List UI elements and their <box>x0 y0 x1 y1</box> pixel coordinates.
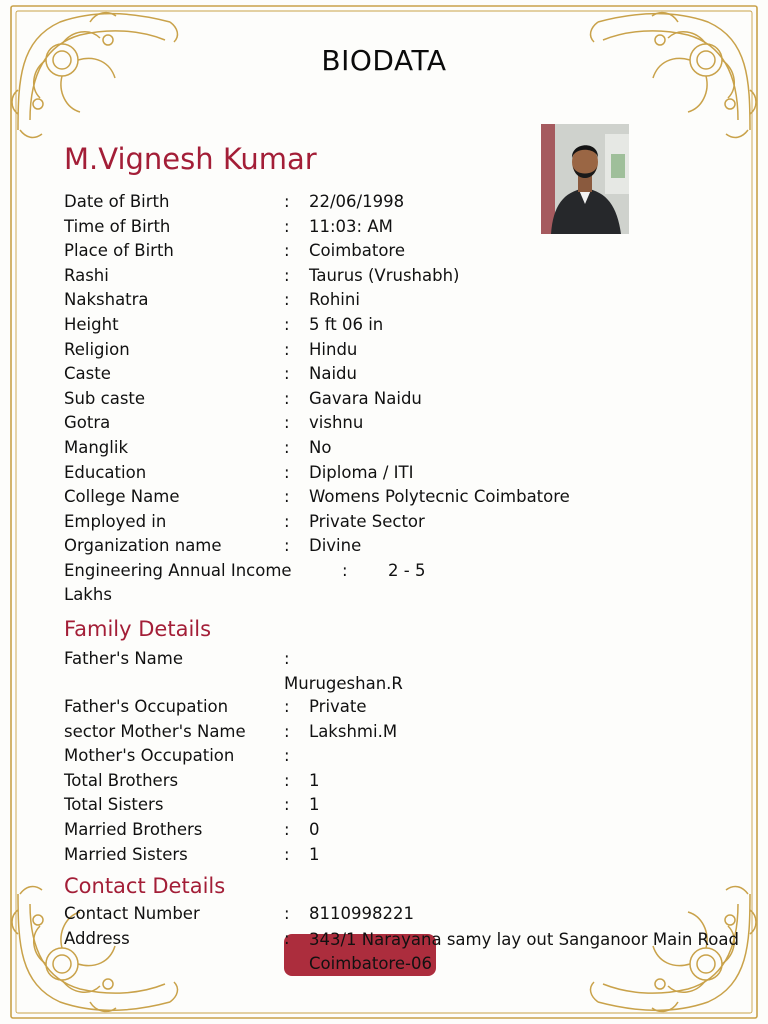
detail-value: Private Sector <box>309 511 425 531</box>
detail-value: Rohini <box>309 290 360 310</box>
detail-value: 1 <box>309 795 320 815</box>
detail-label: Manglik <box>64 438 129 457</box>
detail-separator: : <box>284 770 290 790</box>
detail-label: Height <box>64 315 119 334</box>
detail-value: 5 ft 06 in <box>309 315 384 334</box>
detail-value: Womens Polytecnic Coimbatore <box>309 487 570 507</box>
detail-value: Coimbatore <box>309 241 405 261</box>
detail-label: sector Mother's Name <box>64 721 246 741</box>
detail-label: Nakshatra <box>64 290 149 310</box>
detail-label: Father's Occupation <box>64 697 229 716</box>
detail-separator: : <box>284 721 290 741</box>
contact-number-separator: : <box>284 904 290 923</box>
profile-photo <box>541 124 629 234</box>
detail-value: Gavara Naidu <box>309 388 422 408</box>
contact-number-value: 8110998221 <box>309 904 414 923</box>
contact-number-label: Contact Number <box>64 904 200 923</box>
address-value: 343/1 Narayana samy lay out Sanganoor Main Road Coimbatore-06 <box>309 930 739 973</box>
detail-value: No <box>309 438 332 457</box>
detail-separator: : <box>284 746 290 766</box>
detail-label: Time of Birth <box>64 216 171 236</box>
contact-details-heading: Contact Details <box>64 874 226 898</box>
detail-value: Naidu <box>309 364 357 384</box>
income-value: 2 - 5 <box>388 561 426 580</box>
detail-separator: : <box>284 844 290 864</box>
detail-separator: : <box>284 192 290 211</box>
detail-label: Caste <box>64 364 111 384</box>
detail-value: 1 <box>309 844 320 864</box>
detail-value: 11:03: AM <box>309 216 393 236</box>
detail-label: Total Brothers <box>64 770 179 790</box>
detail-value: Private <box>309 697 367 716</box>
fathers-name-label: Father's Name <box>64 649 184 668</box>
detail-separator: : <box>284 339 290 359</box>
detail-value: Diploma / ITI <box>309 462 414 482</box>
detail-label: Place of Birth <box>64 241 174 261</box>
candidate-name: M.Vignesh Kumar <box>64 142 317 176</box>
detail-separator: : <box>284 364 290 384</box>
detail-label: Religion <box>64 339 130 359</box>
income-separator: : <box>342 561 348 580</box>
detail-separator: : <box>284 438 290 457</box>
detail-label: Date of Birth <box>64 192 170 211</box>
detail-label: Gotra <box>64 413 111 433</box>
detail-separator: : <box>284 511 290 531</box>
detail-separator: : <box>284 241 290 261</box>
detail-separator: : <box>284 795 290 815</box>
income-continuation: Lakhs <box>64 585 112 604</box>
detail-label: Sub caste <box>64 388 146 408</box>
detail-label: College Name <box>64 487 180 507</box>
detail-separator: : <box>284 216 290 236</box>
detail-label: Total Sisters <box>64 795 164 815</box>
income-label: Engineering Annual Income <box>64 561 292 580</box>
document-title: BIODATA <box>321 44 447 77</box>
detail-value: Divine <box>309 536 362 556</box>
address-label: Address <box>64 929 130 948</box>
detail-label: Married Brothers <box>64 820 203 839</box>
detail-label: Rashi <box>64 265 109 285</box>
detail-separator: : <box>284 536 290 556</box>
detail-label: Employed in <box>64 511 167 531</box>
fathers-name-value: Murugeshan.R <box>284 674 403 693</box>
detail-value: Lakshmi.M <box>309 721 398 741</box>
detail-label: Mother's Occupation <box>64 746 235 766</box>
detail-separator: : <box>284 413 290 433</box>
detail-value: Taurus (Vrushabh) <box>309 265 460 285</box>
detail-separator: : <box>284 462 290 482</box>
detail-separator: : <box>284 388 290 408</box>
detail-value: 1 <box>309 770 320 790</box>
detail-value: 22/06/1998 <box>309 192 405 211</box>
detail-label: Married Sisters <box>64 844 188 864</box>
detail-separator: : <box>284 315 290 334</box>
detail-label: Organization name <box>64 536 222 556</box>
detail-separator: : <box>284 265 290 285</box>
detail-separator: : <box>284 820 290 839</box>
detail-separator: : <box>284 697 290 716</box>
family-details-heading: Family Details <box>64 617 212 641</box>
detail-label: Education <box>64 462 147 482</box>
detail-separator: : <box>284 290 290 310</box>
fathers-name-separator: : <box>284 649 290 668</box>
address-separator: : <box>284 929 290 948</box>
detail-value: 0 <box>309 820 320 839</box>
detail-value: vishnu <box>309 413 364 433</box>
detail-value: Hindu <box>309 339 358 359</box>
detail-separator: : <box>284 487 290 507</box>
